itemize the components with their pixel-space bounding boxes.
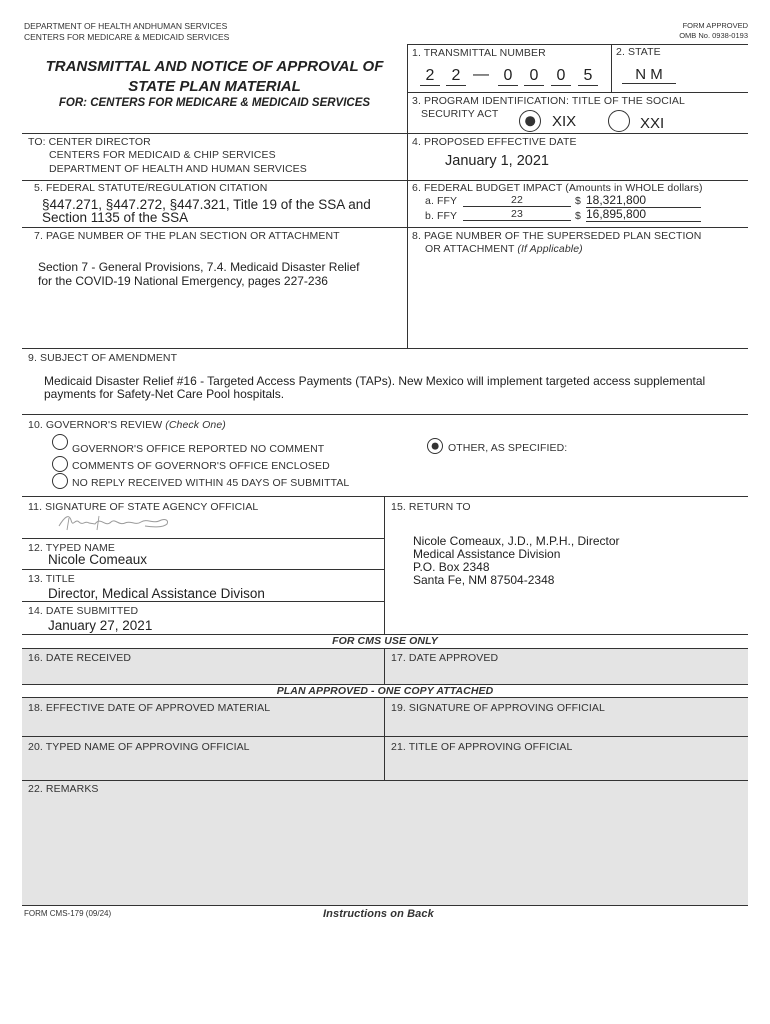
page-number-value-cont: for the COVID-19 National Emergency, pages 227-236 [38,274,328,288]
effective-date-field[interactable]: January 1, 2021 [445,153,549,169]
option-xix-label: XIX [552,113,577,130]
return-to-box: P.O. Box 2348 [413,560,490,574]
radio-title-xxi[interactable] [608,110,630,132]
agency-name: CENTERS FOR MEDICARE & MEDICAID SERVICES [24,32,230,42]
governor-review-note: (Check One) [165,419,226,431]
ffy-b-amount[interactable]: 16,895,800 [586,207,701,222]
return-to-label: 15. RETURN TO [391,501,471,513]
page-number-value[interactable]: Section 7 - General Provisions, 7.4. Medicaid Disaster Relief [38,260,360,274]
transmittal-digit: 5 [578,67,598,86]
page-number-label: 7. PAGE NUMBER OF THE PLAN SECTION OR ATTACHMENT [34,230,340,242]
transmittal-digit: 2 [420,67,440,86]
effective-approved-label: 18. EFFECTIVE DATE OF APPROVED MATERIAL [28,702,271,714]
typed-name-field[interactable]: Nicole Comeaux [48,552,148,567]
approving-signature-label: 19. SIGNATURE OF APPROVING OFFICIAL [391,702,605,714]
date-submitted-label: 14. DATE SUBMITTED [28,605,139,617]
transmittal-digit: 2 [446,67,466,86]
governor-opt-comments: COMMENTS OF GOVERNOR'S OFFICE ENCLOSED [72,460,330,472]
radio-governor-other[interactable] [427,438,443,454]
superseded-note: (If Applicable) [517,243,583,255]
approving-title-label: 21. TITLE OF APPROVING OFFICIAL [391,741,573,753]
superseded-field[interactable] [412,258,742,344]
superseded-label-cont: OR ATTACHMENT [425,243,515,255]
ffy-b-year[interactable]: 23 [463,208,571,221]
statute-value-cont: Section 1135 of the SSA [42,210,189,225]
effective-date-label: 4. PROPOSED EFFECTIVE DATE [412,136,577,148]
ffy-a-dollar: $ [575,195,581,207]
signature-image[interactable] [55,510,175,536]
instructions-on-back: Instructions on Back [323,908,434,920]
ffy-b-prefix: b. FFY [425,210,458,222]
radio-governor-no-reply[interactable] [52,473,68,489]
radio-governor-no-comment[interactable] [52,434,68,450]
form-subtitle: FOR: CENTERS FOR MEDICARE & MEDICAID SERVICES [58,97,371,109]
ffy-a-amount[interactable]: 18,321,800 [586,193,701,208]
program-id-label: 3. PROGRAM IDENTIFICATION: TITLE OF THE SOCIAL [412,95,685,107]
return-to-name: Nicole Comeaux, J.D., M.P.H., Director [413,534,620,548]
approving-name-label: 20. TYPED NAME OF APPROVING OFFICIAL [28,741,250,753]
ffy-a-year[interactable]: 22 [463,194,571,207]
department-name: DEPARTMENT OF HEALTH ANDHUMAN SERVICES [24,21,228,31]
transmittal-digit: 0 [551,67,571,86]
date-received-label: 16. DATE RECEIVED [28,652,132,664]
signature-label: 11. SIGNATURE OF STATE AGENCY OFFICIAL [28,501,259,513]
form-title-line1: TRANSMITTAL AND NOTICE OF APPROVAL OF [45,58,384,75]
form-approved-note: FORM APPROVED [682,21,748,30]
typed-name-label: 12. TYPED NAME [28,542,115,554]
budget-impact-label: 6. FEDERAL BUDGET IMPACT (Amounts in WHOLE dollars) [412,182,703,194]
ffy-a-prefix: a. FFY [425,195,458,207]
subject-value[interactable]: Medicaid Disaster Relief #16 - Targeted Access Payments (TAPs). New Mexico will implement targeted access supplemental [44,374,706,388]
date-submitted-field[interactable]: January 27, 2021 [48,618,153,633]
return-to-city: Santa Fe, NM 87504-2348 [413,573,555,587]
subject-value-cont: payments for Safety-Net Care Pool hospitals. [44,387,285,401]
superseded-label: 8. PAGE NUMBER OF THE SUPERSEDED PLAN SECTION [412,230,702,242]
governor-opt-no-comment: GOVERNOR'S OFFICE REPORTED NO COMMENT [72,443,325,455]
transmittal-digit: 0 [524,67,544,86]
statute-value[interactable]: §447.271, §447.272, §447.321, Title 19 of the SSA and [42,197,371,212]
statute-label: 5. FEDERAL STATUTE/REGULATION CITATION [34,182,268,194]
radio-title-xix[interactable] [519,110,541,132]
transmittal-digit: 0 [498,67,518,86]
program-id-label-cont: SECURITY ACT [421,108,499,120]
to-center-director: TO: CENTER DIRECTOR [28,136,151,148]
option-xxi-label: XXI [640,115,665,132]
governor-review-label: 10. GOVERNOR'S REVIEW [28,419,163,431]
radio-governor-comments[interactable] [52,456,68,472]
subject-label: 9. SUBJECT OF AMENDMENT [28,352,178,364]
title-field[interactable]: Director, Medical Assistance Divison [48,586,265,601]
state-field[interactable]: N M [622,66,676,84]
plan-approved-banner: PLAN APPROVED - ONE COPY ATTACHED [276,685,494,697]
governor-opt-other: OTHER, AS SPECIFIED: [448,442,568,454]
transmittal-dash: — [473,66,489,83]
to-hhs: DEPARTMENT OF HEALTH AND HUMAN SERVICES [49,163,307,175]
governor-opt-no-reply: NO REPLY RECEIVED WITHIN 45 DAYS OF SUBMITTAL [72,477,350,489]
remarks-label: 22. REMARKS [28,783,99,795]
title-label: 13. TITLE [28,573,75,585]
state-label: 2. STATE [616,46,661,58]
omb-number: OMB No. 0938-0193 [679,31,748,40]
transmittal-number-label: 1. TRANSMITTAL NUMBER [412,47,546,59]
form-title-line2: STATE PLAN MATERIAL [128,78,301,95]
cms-use-only-banner: FOR CMS USE ONLY [332,635,438,647]
to-cmcs: CENTERS FOR MEDICAID & CHIP SERVICES [49,149,276,161]
form-id: FORM CMS-179 (09/24) [24,909,112,918]
ffy-b-dollar: $ [575,210,581,222]
return-to-division: Medical Assistance Division [413,547,561,561]
date-approved-label: 17. DATE APPROVED [391,652,499,664]
